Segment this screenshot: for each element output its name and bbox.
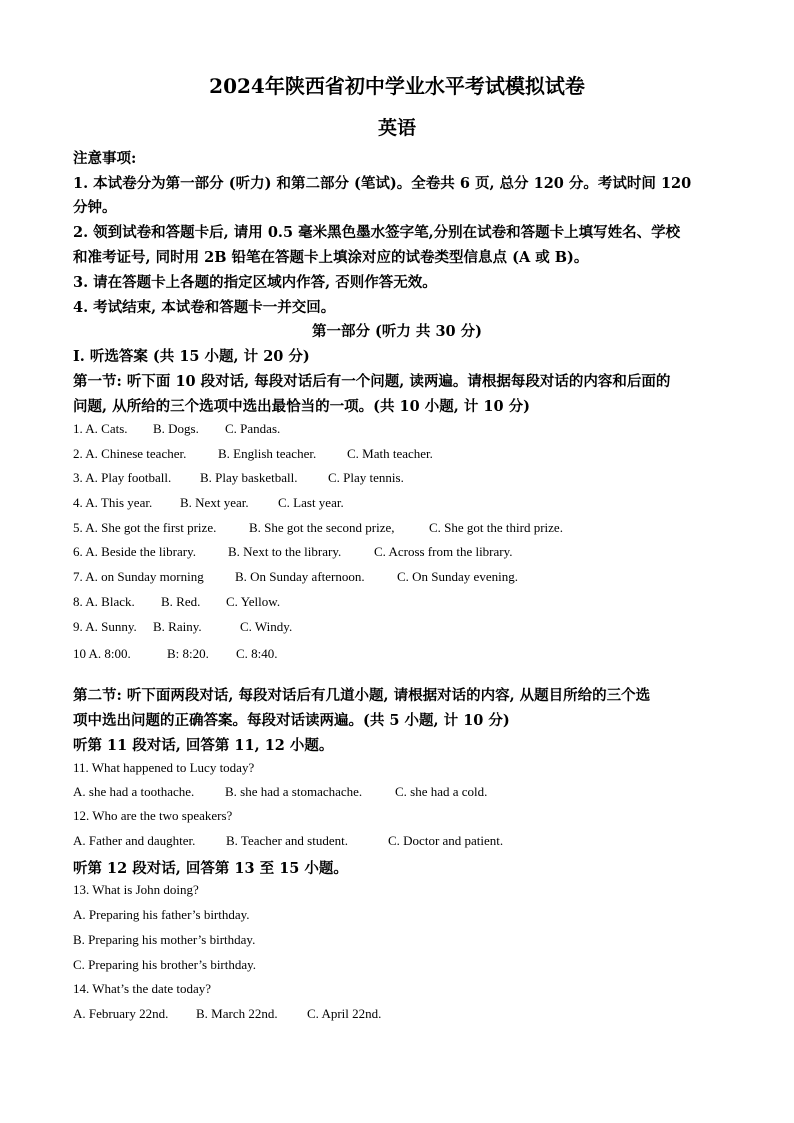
option-b: B. Next year. bbox=[180, 495, 249, 510]
exam-title: 2024年陕西省初中学业水平考试模拟试卷 bbox=[209, 74, 585, 98]
option-a: 4. A. This year. bbox=[73, 495, 153, 510]
section1-instructions-cont: 问题, 从所给的三个选项中选出最恰当的一项。(共 10 小题, 计 10 分) bbox=[73, 398, 530, 415]
section-heading: I. 听选答案 (共 15 小题, 计 20 分) bbox=[73, 348, 310, 365]
part1-heading: 第一部分 (听力 共 30 分) bbox=[311, 323, 483, 340]
option-a: A. she had a toothache. bbox=[73, 784, 195, 799]
question-10 bbox=[73, 646, 278, 662]
option-c: C. On Sunday evening. bbox=[397, 569, 518, 584]
dialog-12-heading: 听第 12 段对话, 回答第 13 至 15 小题。 bbox=[73, 860, 348, 877]
note-item-4: 4. 考试结束, 本试卷和答题卡一并交回。 bbox=[73, 299, 336, 316]
note-item-1-cont: 分钟。 bbox=[73, 199, 117, 216]
question-14: 14. What’s the date today? bbox=[73, 981, 212, 996]
option-a: 7. A. on Sunday morning bbox=[73, 569, 204, 584]
question-3 bbox=[73, 470, 404, 486]
question-4 bbox=[73, 495, 344, 511]
question-12-options bbox=[73, 833, 503, 849]
option-b: B. On Sunday afternoon. bbox=[235, 569, 365, 584]
dialog-11-heading: 听第 11 段对话, 回答第 11, 12 小题。 bbox=[73, 737, 334, 754]
option-a: 8. A. Black. bbox=[73, 594, 135, 609]
question-13-option-a: A. Preparing his father’s birthday. bbox=[73, 907, 250, 922]
question-5 bbox=[73, 520, 563, 536]
option-b: B: 8:20. bbox=[167, 646, 209, 661]
option-a: 5. A. She got the first prize. bbox=[73, 520, 217, 535]
question-1 bbox=[73, 421, 280, 437]
option-c: C. she had a cold. bbox=[395, 784, 488, 799]
option-a: 6. A. Beside the library. bbox=[73, 544, 196, 559]
question-14-options bbox=[73, 1006, 381, 1022]
question-9 bbox=[73, 619, 292, 635]
note-item-2-cont: 和准考证号, 同时用 2B 铅笔在答题卡上填涂对应的试卷类型信息点 (A 或 B)。 bbox=[73, 249, 589, 266]
question-12: 12. Who are the two speakers? bbox=[73, 808, 233, 823]
option-b: B. Dogs. bbox=[153, 421, 199, 436]
question-8 bbox=[73, 594, 280, 610]
option-a: 9. A. Sunny. bbox=[73, 619, 137, 634]
option-c: C. Play tennis. bbox=[328, 470, 404, 485]
option-c: C. Last year. bbox=[278, 495, 344, 510]
question-11-options bbox=[73, 784, 487, 800]
note-item-2: 2. 领到试卷和答题卡后, 请用 0.5 毫米黑色墨水签字笔,分别在试卷和答题卡上填写姓名、学校 bbox=[73, 224, 681, 241]
notes-heading: 注意事项: bbox=[73, 150, 137, 167]
question-2 bbox=[73, 446, 433, 462]
option-c: C. 8:40. bbox=[236, 646, 278, 661]
option-a: 1. A. Cats. bbox=[73, 421, 128, 436]
option-c: C. Windy. bbox=[240, 619, 293, 634]
section1-instructions: 第一节: 听下面 10 段对话, 每段对话后有一个问题, 读两遍。请根据每段对话的内容和后面的 bbox=[73, 373, 671, 390]
note-item-1: 1. 本试卷分为第一部分 (听力) 和第二部分 (笔试)。全卷共 6 页, 总分 120 分。考试时间 120 bbox=[73, 175, 692, 192]
question-6 bbox=[73, 544, 513, 560]
option-a: A. Father and daughter. bbox=[73, 833, 196, 848]
option-b: B. Red. bbox=[161, 594, 201, 609]
option-c: C. Doctor and patient. bbox=[388, 833, 504, 848]
option-c: C. Math teacher. bbox=[347, 446, 433, 461]
question-7 bbox=[73, 569, 518, 585]
option-a: 3. A. Play football. bbox=[73, 470, 172, 485]
option-a: 2. A. Chinese teacher. bbox=[73, 446, 187, 461]
question-13: 13. What is John doing? bbox=[73, 882, 199, 897]
option-b: B. She got the second prize, bbox=[249, 520, 395, 535]
option-b: B. Rainy. bbox=[153, 619, 202, 634]
option-b: B. she had a stomachache. bbox=[225, 784, 363, 799]
question-11: 11. What happened to Lucy today? bbox=[73, 760, 255, 775]
note-item-3: 3. 请在答题卡上各题的指定区域内作答, 否则作答无效。 bbox=[73, 274, 437, 291]
option-b: B. Next to the library. bbox=[228, 544, 342, 559]
option-a: A. February 22nd. bbox=[73, 1006, 169, 1021]
exam-subject: 英语 bbox=[377, 117, 416, 139]
option-a: 10 A. 8:00. bbox=[73, 646, 131, 661]
section2-instructions-cont: 项中选出问题的正确答案。每段对话读两遍。(共 5 小题, 计 10 分) bbox=[73, 712, 510, 729]
option-b: B. March 22nd. bbox=[196, 1006, 278, 1021]
question-13-option-b: B. Preparing his mother’s birthday. bbox=[73, 932, 256, 947]
option-b: B. Teacher and student. bbox=[226, 833, 348, 848]
option-c: C. Yellow. bbox=[226, 594, 281, 609]
option-b: B. Play basketball. bbox=[200, 470, 298, 485]
option-c: C. Pandas. bbox=[225, 421, 281, 436]
option-c: C. April 22nd. bbox=[307, 1006, 382, 1021]
option-c: C. Across from the library. bbox=[374, 544, 513, 559]
section2-instructions: 第二节: 听下面两段对话, 每段对话后有几道小题, 请根据对话的内容, 从题目所给的三个选 bbox=[73, 687, 651, 704]
option-c: C. She got the third prize. bbox=[429, 520, 563, 535]
option-b: B. English teacher. bbox=[218, 446, 317, 461]
question-13-option-c: C. Preparing his brother’s birthday. bbox=[73, 957, 257, 972]
